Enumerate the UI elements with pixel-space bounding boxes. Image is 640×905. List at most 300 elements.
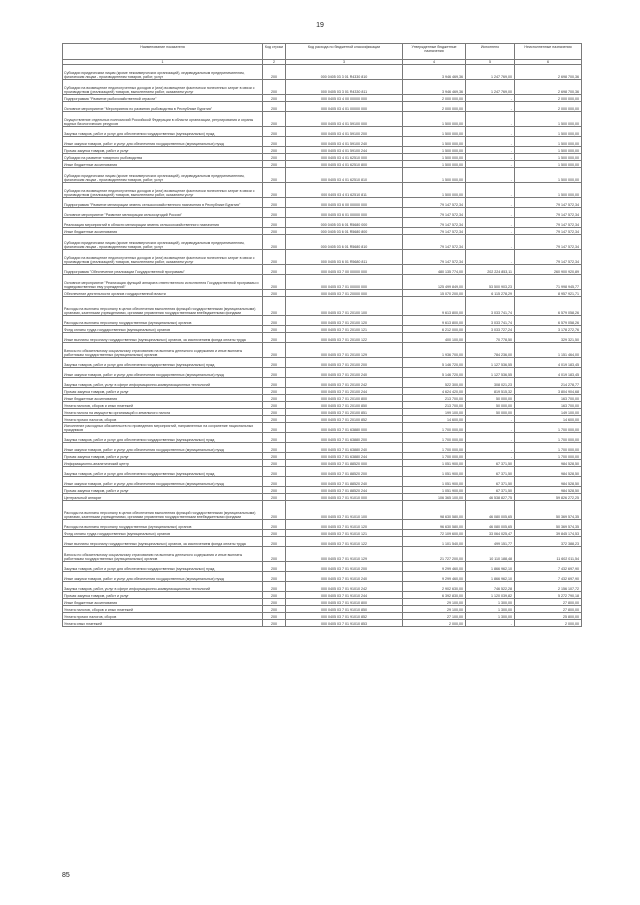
row-line-code: 200 [263,275,286,290]
row-remaining: 4 019 183,45 [515,368,582,378]
row-approved: 79 147 572,34 [403,235,466,250]
row-name: Субсидии юридическим лицам (кроме некоммерческих организаций), индивидуальным предпринимателям, физическим лицам - производителям товаров, работ, услуг [63,235,263,250]
row-approved: 400 100,00 [403,333,466,343]
row-name: Уплата налогов, сборов и иных платежей [63,606,263,613]
row-name: Осуществление отдельных полномочий Российской Федерации в области организации, регулирования и охраны водных биологических ресурсов [63,112,263,127]
row-kbk: 000 0405 03 7 01 88520 000 [286,460,403,467]
budget-execution-table [62,43,582,627]
row-name: Иные закупки товаров, работ и услуг для обеспечения государственных (муниципальных) нужд [63,572,263,582]
row-line-code: 200 [263,572,286,582]
row-kbk: 000 0405 03 4 01 59100 244 [286,147,403,154]
table-row [63,368,582,378]
row-executed: - [466,228,515,235]
row-remaining: 27 800,00 [515,599,582,606]
row-remaining: 11 602 011,54 [515,547,582,562]
row-name: Иные бюджетные ассигнования [63,161,263,168]
table-row [63,290,582,297]
row-executed: 202 224 853,11 [466,265,515,275]
row-remaining: 984 528,50 [515,477,582,487]
table-row [63,198,582,208]
row-name: Уплата прочих налогов, сборов [63,416,263,423]
row-executed: - [466,112,515,127]
row-line-code: 200 [263,416,286,423]
table-row [63,168,582,183]
row-executed: - [466,433,515,443]
table-header-row [63,44,582,60]
row-approved: 1 500 000,00 [403,112,466,127]
row-line-code: 200 [263,161,286,168]
row-line-code: 200 [263,582,286,592]
row-kbk: 000 0405 03 4 01 62510 800 [286,161,403,168]
row-executed: 1 866 962,10 [466,562,515,572]
row-name: Иные закупки товаров, работ и услуг для обеспечения государственных (муниципальных) нужд [63,137,263,147]
row-remaining: 7 432 697,90 [515,562,582,572]
row-name: Субсидии на возмещение недополученных доходов и (или) возмещение фактически понесенных затрат в связи с производством (реализацией) товаров, выполнением работ, оказанием услуг [63,250,263,265]
table-row [63,572,582,582]
row-line-code: 200 [263,530,286,537]
row-executed: 308 021,23 [466,378,515,388]
table-row [63,326,582,333]
table-row [63,423,582,433]
row-name: Закупка товаров, работ, услуг в сфере информационно-коммуникационных технологий [63,582,263,592]
row-approved: 9 613 800,00 [403,316,466,326]
table-row [63,433,582,443]
column-index: 6 [515,60,582,65]
row-name: Иные закупки товаров, работ и услуг для обеспечения государственных (муниципальных) нужд [63,443,263,453]
row-remaining: 1 500 000,00 [515,183,582,198]
row-kbk: 000 0405 03 7 01 00000 000 [286,275,403,290]
table-row [63,228,582,235]
column-index: 5 [466,60,515,65]
row-name: Фонд оплаты труда государственных (муниципальных) органов [63,326,263,333]
row-kbk: 000 0405 03 7 01 20000 000 [286,290,403,297]
row-approved: 522 300,00 [403,378,466,388]
row-name: Взносы по обязательному социальному страхованию на выплаты денежного содержания и иные выплаты работникам государственных (муниципальных) органов [63,547,263,562]
row-name: Закупка товаров, работ и услуг для обеспечения государственных (муниципальных) нужд [63,467,263,477]
row-kbk: 000 0405 03 7 01 20100 851 [286,409,403,416]
row-kbk: 000 0405 03 7 01 20100 242 [286,378,403,388]
table-row [63,65,582,80]
row-remaining: 3 178 272,76 [515,326,582,333]
row-executed: 3 033 741,74 [466,297,515,316]
table-row [63,501,582,520]
row-name: Субсидии на развитие товарного рыбоводства [63,154,263,161]
row-name: Иные бюджетные ассигнования [63,228,263,235]
row-line-code: 200 [263,606,286,613]
header-approved: Утвержденные бюджетные назначения [403,44,466,60]
row-line-code: 200 [263,443,286,453]
row-line-code: 200 [263,326,286,333]
row-remaining: 8 957 921,71 [515,290,582,297]
row-approved: 15 070 200,00 [403,290,466,297]
row-name: Взносы по обязательному социальному страхованию на выплаты денежного содержания и иные выплаты работникам государственных (муниципальных) органов [63,343,263,358]
row-line-code: 200 [263,127,286,137]
row-name: Обеспечение деятельности органов государственной власти [63,290,263,297]
row-approved: 1 051 900,00 [403,477,466,487]
row-line-code: 200 [263,494,286,501]
row-line-code: 200 [263,467,286,477]
row-executed: 784 236,00 [466,343,515,358]
row-remaining: 984 528,50 [515,467,582,477]
table-row [63,358,582,368]
table-row [63,297,582,316]
row-approved: 9 613 800,00 [403,297,466,316]
table-row [63,599,582,606]
column-index: 3 [286,60,403,65]
row-name: Прочая закупка товаров, работ и услуг [63,147,263,154]
row-name: Иные выплаты персоналу государственных (муниципальных) органов, за исключением фонда оплаты труда [63,537,263,547]
header-name: Наименование показателя [63,44,263,60]
row-kbk: 000 0405 03 7 01 91010 100 [286,501,403,520]
row-line-code: 200 [263,487,286,494]
row-name: Уплата прочих налогов, сборов [63,613,263,620]
row-remaining: 1 700 000,00 [515,423,582,433]
row-name: Прочая закупка товаров, работ и услуг [63,592,263,599]
table-row [63,416,582,423]
row-name: Иные выплаты персоналу государственных (муниципальных) органов, за исключением фонда оплаты труда [63,333,263,343]
row-name: Информационно-аналитический центр [63,460,263,467]
row-kbk: 000 0405 03 7 01 91010 240 [286,572,403,582]
row-kbk: 000 0405 03 7 01 20100 100 [286,297,403,316]
row-kbk: 000 0405 03 7 01 20100 129 [286,343,403,358]
row-name: Закупка товаров, работ и услуг для обеспечения государственных (муниципальных) нужд [63,358,263,368]
row-approved: 1 500 000,00 [403,168,466,183]
row-executed: - [466,620,515,627]
row-approved: 2 902 630,00 [403,582,466,592]
row-name: Субсидии юридическим лицам (кроме некоммерческих организаций), индивидуальным предпринимателям, физическим лицам - производителям товаров, работ, услуг [63,65,263,80]
row-remaining: 5 272 790,18 [515,592,582,599]
page-number-bottom: 85 [62,872,70,879]
row-line-code: 200 [263,477,286,487]
row-executed: - [466,137,515,147]
row-executed: 1 866 962,10 [466,572,515,582]
row-name: Расходы на выплаты персоналу в целях обеспечения выполнения функций государственными (муниципальными) органами, казенными учреждениями, органами управления государственными внебюджетными фондами [63,501,263,520]
table-row [63,562,582,572]
row-remaining: 329 321,50 [515,333,582,343]
row-name: Подпрограмма "Развитие мелиорации земель сельскохозяйственного назначения в Республике Бурятия" [63,198,263,208]
row-remaining: 1 500 000,00 [515,154,582,161]
row-remaining: 1 500 000,00 [515,147,582,154]
table-row [63,613,582,620]
row-approved: 1 500 000,00 [403,183,466,198]
table-row [63,147,582,154]
row-name: Подпрограмма "Обеспечение реализации Государственной программы" [63,265,263,275]
row-line-code: 200 [263,453,286,460]
row-kbk: 000 0405 03 7 01 91010 800 [286,599,403,606]
row-name: Закупка товаров, работ и услуг для обеспечения государственных (муниципальных) нужд [63,562,263,572]
row-kbk: 000 0405 03 4 01 59100 240 [286,137,403,147]
row-kbk: 000 0405 03 6 01 R5680 811 [286,250,403,265]
row-approved: 9 299 460,00 [403,562,466,572]
row-executed: - [466,453,515,460]
row-executed: - [466,168,515,183]
row-remaining: 1 151 464,00 [515,343,582,358]
row-line-code: 200 [263,358,286,368]
table-row [63,127,582,137]
row-name: Иные закупки товаров, работ и услуг для обеспечения государственных (муниципальных) нужд [63,477,263,487]
row-line-code: 200 [263,520,286,530]
row-kbk: 000 0405 03 7 01 91010 121 [286,530,403,537]
table-row [63,218,582,228]
row-remaining: 79 147 572,34 [515,208,582,218]
row-name: Центральный аппарат [63,494,263,501]
row-line-code: 200 [263,378,286,388]
row-line-code: 200 [263,433,286,443]
row-approved: 72 109 600,00 [403,530,466,537]
row-executed: 10 110 188,48 [466,547,515,562]
row-kbk: 000 0405 03 7 01 20100 120 [286,316,403,326]
row-approved: 1 700 000,00 [403,423,466,433]
table-row [63,494,582,501]
table-row [63,137,582,147]
table-row [63,547,582,562]
row-line-code: 200 [263,547,286,562]
row-kbk: 000 0405 03 4 01 59100 200 [286,127,403,137]
table-row [63,620,582,627]
row-remaining: 14 600,00 [515,416,582,423]
row-remaining: 79 147 572,34 [515,198,582,208]
row-executed: 67 371,50 [466,487,515,494]
row-approved: 5 146 720,00 [403,358,466,368]
row-approved: 1 500 000,00 [403,161,466,168]
row-executed: 33 064 025,47 [466,530,515,537]
row-executed: 67 371,50 [466,477,515,487]
row-remaining: 79 147 572,34 [515,218,582,228]
row-line-code: 200 [263,95,286,102]
row-line-code: 200 [263,147,286,154]
row-line-code: 200 [263,613,286,620]
row-approved: 5 146 720,00 [403,368,466,378]
row-remaining: 27 800,00 [515,606,582,613]
row-kbk: 000 0405 03 7 01 20100 122 [286,333,403,343]
row-executed: 46 538 827,75 [466,494,515,501]
row-executed: - [466,147,515,154]
row-line-code: 200 [263,297,286,316]
row-remaining: 1 700 000,00 [515,443,582,453]
row-approved: 27 100,00 [403,613,466,620]
row-kbk: 000 0405 03 3 01 R4330 811 [286,80,403,95]
row-line-code: 200 [263,168,286,183]
row-executed: 67 371,50 [466,460,515,467]
row-kbk: 000 0405 03 7 01 20100 800 [286,395,403,402]
row-executed: 746 522,28 [466,582,515,592]
row-line-code: 200 [263,537,286,547]
row-remaining: 25 800,00 [515,613,582,620]
row-kbk: 000 0405 03 7 01 91010 200 [286,562,403,572]
row-kbk: 000 0405 03 7 01 20100 240 [286,368,403,378]
row-approved: 2 000 000,00 [403,95,466,102]
row-line-code: 200 [263,80,286,95]
row-name: Основное мероприятие "Развитие мелиорации сельхозугодий России" [63,208,263,218]
table-row [63,154,582,161]
row-kbk: 000 0405 03 7 01 63880 200 [286,433,403,443]
row-line-code: 200 [263,501,286,520]
row-line-code: 200 [263,316,286,326]
row-line-code: 200 [263,388,286,395]
page-number-top: 19 [316,22,324,29]
row-kbk: 000 0405 03 7 01 63880 240 [286,443,403,453]
row-approved: 213 700,00 [403,395,466,402]
table-row [63,530,582,537]
table-row [63,409,582,416]
row-line-code: 200 [263,198,286,208]
row-remaining: 984 528,50 [515,460,582,467]
row-line-code: 200 [263,423,286,433]
table-row [63,487,582,494]
table-row [63,395,582,402]
row-remaining: 59 826 272,25 [515,494,582,501]
row-name: Реализация мероприятий в области мелиорации земель сельскохозяйственного назначения [63,218,263,228]
row-remaining: 1 500 000,00 [515,168,582,183]
row-approved: 125 499 849,00 [403,275,466,290]
table-row [63,582,582,592]
row-remaining: 1 700 000,00 [515,433,582,443]
row-approved: 6 392 830,00 [403,592,466,599]
table-row [63,388,582,395]
row-executed: 46 080 005,65 [466,501,515,520]
row-kbk: 000 0405 03 7 01 63880 000 [286,423,403,433]
row-approved: 1 101 540,00 [403,537,466,547]
row-approved: 6 212 000,00 [403,326,466,333]
row-name: Закупка товаров, работ и услуг для обеспечения государственных (муниципальных) нужд [63,127,263,137]
row-line-code: 200 [263,228,286,235]
row-remaining: 50 369 574,35 [515,520,582,530]
row-kbk: 000 0405 03 7 01 20100 850 [286,402,403,409]
row-approved: 2 000,00 [403,620,466,627]
row-line-code: 200 [263,137,286,147]
row-approved: 3 946 469,36 [403,80,466,95]
column-index: 4 [403,60,466,65]
row-executed: 50 000,00 [466,395,515,402]
row-kbk: 000 0405 03 7 01 91010 120 [286,520,403,530]
row-line-code: 200 [263,620,286,627]
row-line-code: 200 [263,592,286,599]
row-kbk: 000 0405 03 7 01 91010 853 [286,620,403,627]
row-kbk: 000 0405 03 7 01 91010 850 [286,606,403,613]
row-line-code: 200 [263,208,286,218]
table-row [63,265,582,275]
column-index: 2 [263,60,286,65]
row-line-code: 200 [263,183,286,198]
row-name: Прочая закупка товаров, работ и услуг [63,487,263,494]
row-remaining: 39 845 174,53 [515,530,582,537]
row-kbk: 000 0405 03 7 01 20100 244 [286,388,403,395]
row-executed: 6 115 278,29 [466,290,515,297]
row-name: Расходы на выплаты персоналу в целях обеспечения выполнения функций государственными (муниципальными) органами, казенными учреждениями, органами управления государственными внебюджетными фондами [63,297,263,316]
row-kbk: 000 0405 03 7 01 88520 244 [286,487,403,494]
row-line-code: 200 [263,290,286,297]
row-line-code: 200 [263,343,286,358]
row-approved: 2 000 000,00 [403,102,466,112]
row-name: Прочая закупка товаров, работ и услуг [63,388,263,395]
row-kbk: 000 0405 03 7 01 91010 852 [286,613,403,620]
row-remaining: 2 000,00 [515,620,582,627]
row-kbk: 000 0405 03 7 01 88520 200 [286,467,403,477]
row-executed: 50 000,00 [466,402,515,409]
row-remaining: 6 579 058,26 [515,297,582,316]
table-row [63,606,582,613]
row-executed: 1 300,00 [466,613,515,620]
row-line-code: 200 [263,265,286,275]
row-executed: - [466,198,515,208]
row-name: Исполнение расходных обязательств по проведению мероприятий, направленных на сохранение национальных праздников [63,423,263,433]
row-executed: 67 371,50 [466,467,515,477]
table-row [63,161,582,168]
row-kbk: 000 0405 03 7 01 91010 000 [286,494,403,501]
row-executed: - [466,154,515,161]
row-executed: 1 300,00 [466,606,515,613]
row-name: Расходы на выплаты персоналу государственных (муниципальных) органов [63,316,263,326]
row-approved: 480 135 774,00 [403,265,466,275]
row-line-code: 200 [263,562,286,572]
row-name: Прочая закупка товаров, работ и услуг [63,453,263,460]
row-remaining: 79 147 572,34 [515,250,582,265]
header-executed: Исполнено [466,44,515,60]
row-name: Фонд оплаты труда государственных (муниципальных) органов [63,530,263,537]
table-row [63,102,582,112]
row-remaining: 7 432 697,90 [515,572,582,582]
row-remaining: 1 500 000,00 [515,127,582,137]
row-kbk: 000 0405 03 6 01 R5680 000 [286,218,403,228]
row-approved: 199 100,00 [403,409,466,416]
row-executed: - [466,235,515,250]
table-row [63,402,582,409]
row-kbk: 000 0405 03 7 01 20100 852 [286,416,403,423]
row-line-code: 200 [263,250,286,265]
row-kbk: 000 0405 03 7 01 91010 122 [286,537,403,547]
row-remaining: 79 147 572,34 [515,235,582,250]
row-remaining: 2 698 700,36 [515,65,582,80]
row-executed: 50 000,00 [466,409,515,416]
table-row [63,183,582,198]
row-executed: - [466,423,515,433]
row-remaining: 372 388,23 [515,537,582,547]
row-remaining: 3 804 904,68 [515,388,582,395]
row-executed: - [466,218,515,228]
table-row [63,95,582,102]
row-kbk: 000 0405 03 7 01 91010 129 [286,547,403,562]
table-row [63,460,582,467]
row-executed: 499 151,77 [466,537,515,547]
header-line-code: Код строки [263,44,286,60]
row-name: Закупка товаров, работ и услуг для обеспечения государственных (муниципальных) нужд [63,433,263,443]
row-name: Иные бюджетные ассигнования [63,599,263,606]
row-remaining: 2 000 000,00 [515,102,582,112]
table-body [63,65,582,627]
row-name: Субсидии на возмещение недополученных доходов и (или) возмещение фактически понесенных затрат в связи с производством (реализацией) товаров, выполнением работ, оказанием услуг [63,183,263,198]
row-name: Основное мероприятие "Реализация функций аппарата ответственного исполнителя Государственной программы и подведомственных ему учреждений" [63,275,263,290]
row-executed: 46 080 005,65 [466,520,515,530]
row-name: Иные закупки товаров, работ и услуг для обеспечения государственных (муниципальных) нужд [63,368,263,378]
row-executed: - [466,102,515,112]
row-kbk: 000 0405 03 6 01 R5680 800 [286,228,403,235]
row-kbk: 000 0405 03 3 01 R4330 810 [286,65,403,80]
row-name: Субсидии юридическим лицам (кроме некоммерческих организаций), индивидуальным предпринимателям, физическим лицам - производителям товаров, работ, услуг [63,168,263,183]
row-name: Закупка товаров, работ, услуг в сфере информационно-коммуникационных технологий [63,378,263,388]
row-name: Подпрограмма "Развитие рыбохозяйственной отрасли" [63,95,263,102]
row-executed: - [466,250,515,265]
row-kbk: 000 0405 03 4 00 00000 000 [286,95,403,102]
row-approved: 9 299 460,00 [403,572,466,582]
row-executed: - [466,127,515,137]
row-kbk: 000 0405 03 6 00 00000 000 [286,198,403,208]
row-line-code: 200 [263,154,286,161]
row-remaining: 1 500 000,00 [515,112,582,127]
header-remaining: Неисполненные назначения [515,44,582,60]
row-kbk: 000 0405 03 6 01 R5680 810 [286,235,403,250]
row-approved: 106 365 100,00 [403,494,466,501]
row-remaining: 4 019 183,45 [515,358,582,368]
